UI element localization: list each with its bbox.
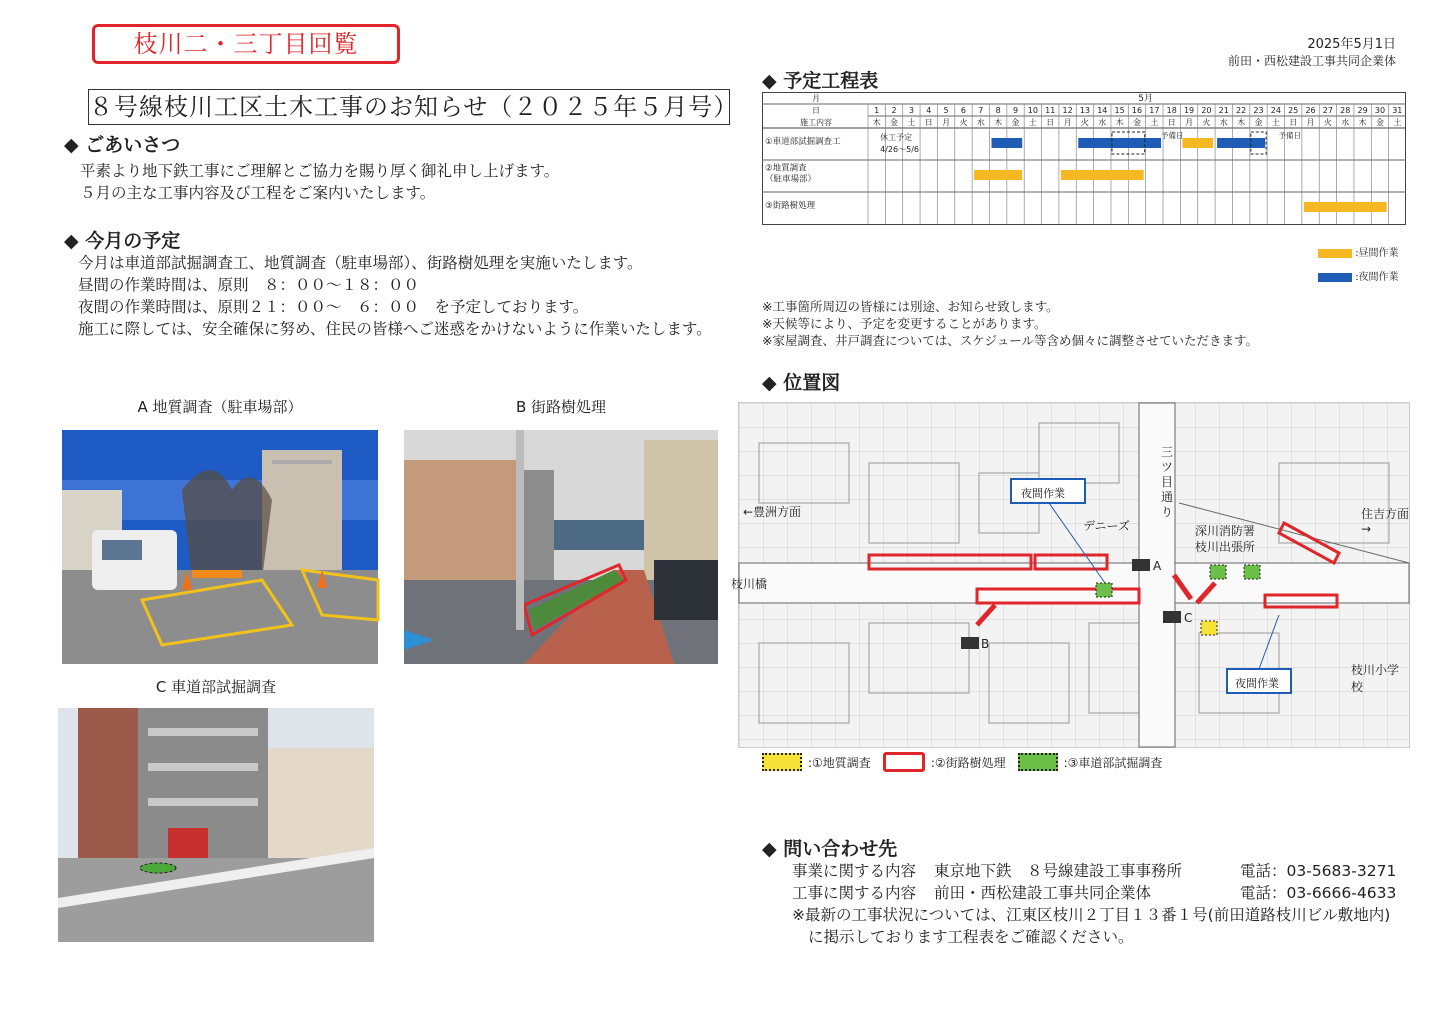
photo-b [404, 430, 718, 664]
legend-day-label: :昼間作業 [1355, 248, 1399, 259]
legend-day [1318, 244, 1399, 259]
schedule-weekday: 土 [907, 118, 916, 127]
map-label-school: 枝川小学校 [1351, 663, 1400, 694]
schedule-task: ②地質調査 [765, 163, 807, 174]
schedule-table [762, 92, 1406, 236]
issuer: 前田・西松建設工事共同企業体 [1227, 54, 1396, 68]
schedule-bar [974, 170, 1022, 180]
schedule-holiday-note: 4/26～5/6 [880, 145, 919, 154]
legend-geo-label: :①地質調査 [808, 755, 871, 770]
legend-tree-label: :②街路樹処理 [930, 755, 1006, 770]
schedule-reserve-label: 予備日 [1161, 131, 1184, 140]
schedule-day: 16 [1131, 106, 1143, 115]
contact-about: 事業に関する内容 [792, 862, 917, 880]
schedule-weekday: 水 [1098, 118, 1107, 127]
greeting-text [80, 160, 559, 204]
schedule-day: 7 [978, 106, 984, 115]
schedule-weekday: 火 [1202, 118, 1211, 127]
greeting-heading: ◆ ごあいさつ [64, 134, 181, 156]
legend-dig-swatch [1018, 753, 1058, 771]
schedule-day: 26 [1305, 106, 1316, 115]
contact-org: 前田・西松建設工事共同企業体 [934, 884, 1152, 902]
map-label-mitsume-char: り [1161, 505, 1174, 519]
map-label-fire [1195, 523, 1255, 555]
schedule-day: 31 [1392, 106, 1403, 115]
schedule-weekday: 土 [1271, 118, 1280, 127]
map-label-bridge: 枝川橋 [731, 577, 768, 591]
map-point-a: A [1153, 559, 1162, 573]
contact-note: に掲示しております工程表をご確認ください。 [808, 928, 1134, 946]
schedule-weekday: 月 [942, 118, 951, 127]
schedule-day: 28 [1340, 106, 1351, 115]
schedule-content-label: 施工内容 [800, 118, 832, 127]
circulation-label: 枝川二・三丁目回覧 [92, 24, 400, 64]
schedule-day: 5 [943, 106, 949, 115]
map-label-mitsume [1161, 445, 1175, 520]
schedule-day: 3 [908, 106, 914, 115]
page-title: ８号線枝川工区土木工事のお知らせ（２０２５年５月号） [88, 89, 730, 125]
schedule-day: 15 [1114, 106, 1125, 115]
schedule-day: 1 [874, 106, 880, 115]
issue-date: 2025年5月1日 [1307, 37, 1396, 52]
greeting-line: 平素より地下鉄工事にご理解とご協力を賜り厚く御礼申し上げます。 [80, 162, 560, 180]
schedule-day: 2 [891, 106, 897, 115]
map-label-mitsume-char: 目 [1161, 475, 1174, 489]
map-label-toyosu: ←豊洲方面 [743, 505, 802, 519]
schedule-day: 4 [926, 106, 932, 115]
schedule-day: 12 [1062, 106, 1073, 115]
night-work-label-2: 夜間作業 [1235, 677, 1279, 690]
schedule-bar [1304, 202, 1387, 212]
schedule-day: 21 [1218, 106, 1229, 115]
legend-night-swatch [1318, 273, 1352, 282]
schedule-day: 11 [1045, 106, 1056, 115]
schedule-day: 8 [995, 106, 1001, 115]
map-label-fire-1: 深川消防署 [1195, 524, 1256, 538]
note-line: ※天候等により、予定を変更することがあります。 [762, 316, 1047, 331]
schedule-day: 10 [1027, 106, 1038, 115]
contact-org: 東京地下鉄 ８号線建設工事事務所 [934, 862, 1183, 880]
schedule-day: 14 [1097, 106, 1108, 115]
photo-a [62, 430, 378, 664]
schedule-weekday: 火 [1323, 118, 1332, 127]
issue-info [1228, 36, 1396, 70]
map-point-b: B [981, 637, 990, 651]
photo-a-label: A 地質調査（駐車場部） [137, 398, 303, 416]
contact-tel: 電話：03-5683-3271 [1240, 862, 1397, 880]
schedule-day: 6 [960, 106, 966, 115]
schedule-weekday: 金 [1011, 118, 1020, 127]
schedule-holiday-note: 休工予定 [880, 133, 913, 142]
photo-b-label: B 街路樹処理 [515, 398, 607, 416]
schedule-day: 9 [1012, 106, 1019, 115]
schedule-day: 13 [1079, 106, 1091, 115]
legend-geo-swatch [762, 753, 802, 771]
schedule-weekday: 木 [994, 118, 1003, 127]
schedule-day: 27 [1322, 106, 1333, 115]
schedule-weekday: 木 [1358, 118, 1367, 127]
schedule-day: 25 [1288, 106, 1299, 115]
location-map [731, 402, 1410, 748]
legend-dig-label: :③車道部試掘調査 [1063, 755, 1163, 770]
contact-about: 工事に関する内容 [792, 884, 917, 902]
schedule-day: 30 [1374, 106, 1386, 115]
legend-night-label: :夜間作業 [1355, 272, 1399, 283]
schedule-day: 23 [1253, 106, 1264, 115]
schedule-weekday: 日 [1289, 118, 1298, 127]
contact-note: ※最新の工事状況については、江東区枝川２丁目１３番１号(前田道路枝川ビル敷地内) [792, 906, 1391, 924]
map-point-c: C [1184, 611, 1193, 625]
schedule-weekday: 火 [1080, 118, 1089, 127]
schedule-month: 5月 [1138, 94, 1154, 104]
schedule-weekday: 日 [1167, 118, 1176, 127]
schedule-month-label: 月 [812, 94, 820, 103]
contact-row [792, 860, 1402, 882]
schedule-day: 17 [1149, 106, 1160, 115]
schedule-bar [1182, 138, 1213, 148]
plan-text [78, 252, 712, 340]
schedule-weekday: 水 [976, 118, 985, 127]
schedule-weekday: 火 [959, 118, 968, 127]
schedule-reserve-label: 予備日 [1278, 131, 1302, 140]
schedule-weekday: 月 [1063, 118, 1072, 127]
plan-line: 昼間の作業時間は、原則 ８：００～１８：００ [78, 276, 420, 294]
map-label-mitsume-char: ツ [1161, 460, 1174, 474]
photo-c [58, 708, 374, 942]
plan-heading: ◆ 今月の予定 [64, 230, 181, 252]
legend-night [1318, 268, 1399, 283]
map-label-mitsume-char: 三 [1161, 445, 1174, 459]
map-label-dennys: デニーズ [1083, 519, 1130, 533]
schedule-day: 24 [1270, 106, 1281, 115]
schedule-weekday: 土 [1150, 118, 1159, 127]
schedule-weekday: 金 [1375, 118, 1384, 127]
schedule-day-label: 日 [812, 106, 820, 115]
schedule-bar [1078, 138, 1161, 148]
schedule-weekday: 木 [1115, 118, 1124, 127]
schedule-day: 29 [1357, 106, 1368, 115]
schedule-bar [991, 138, 1022, 148]
schedule-day: 19 [1183, 106, 1195, 115]
contact-tel: 電話：03-6666-4633 [1240, 884, 1397, 902]
note-line: ※家屋調査、井戸調査については、スケジュール等含め個々に調整させていただきます。 [762, 333, 1258, 348]
contact-block [792, 860, 1402, 948]
map-legend [762, 752, 1162, 772]
schedule-weekday: 木 [872, 118, 881, 127]
schedule-weekday: 水 [1219, 118, 1228, 127]
schedule-day: 22 [1236, 106, 1247, 115]
schedule-weekday: 日 [1046, 118, 1055, 127]
schedule-weekday: 月 [1306, 118, 1315, 127]
schedule-weekday: 金 [1133, 118, 1141, 127]
note-line: ※工事箇所周辺の皆様には別途、お知らせ致します。 [762, 299, 1059, 314]
schedule-bar [1061, 170, 1144, 180]
schedule-weekday: 金 [1254, 118, 1263, 127]
night-work-label-1: 夜間作業 [1021, 487, 1065, 500]
schedule-bar [1217, 138, 1265, 148]
map-heading: ◆ 位置図 [762, 372, 841, 394]
schedule-task: ①車道部試掘調査工 [765, 137, 841, 147]
schedule-weekday: 月 [1185, 118, 1194, 127]
contact-row [792, 882, 1402, 904]
schedule-grid [762, 92, 1406, 232]
schedule-weekday: 日 [924, 118, 933, 127]
schedule-weekday: 土 [1028, 118, 1037, 127]
photo-c-label: C 車道部試掘調査 [155, 678, 277, 696]
schedule-weekday: 木 [1237, 118, 1246, 127]
plan-line: 今月は車道部試掘調査工、地質調査（駐車場部）、街路樹処理を実施いたします。 [78, 254, 643, 272]
greeting-line: ５月の主な工事内容及び工程をご案内いたします。 [80, 184, 436, 202]
plan-line: 施工に際しては、安全確保に努め、住民の皆様へご迷惑をかけないように作業いたします。 [78, 320, 712, 338]
legend-tree-swatch [883, 752, 925, 772]
schedule-weekday: 土 [1393, 118, 1402, 127]
schedule-day: 20 [1201, 106, 1212, 115]
map-label-fire-2: 枝川出張所 [1195, 540, 1256, 554]
schedule-task: （駐車場部） [765, 174, 817, 185]
schedule-task: ③街路樹処理 [765, 201, 816, 211]
plan-line: 夜間の作業時間は、原則２１：００～ ６：００ を予定しております。 [78, 298, 589, 316]
schedule-day: 18 [1166, 106, 1177, 115]
schedule-heading: ◆ 予定工程表 [762, 70, 879, 92]
contact-heading: ◆ 問い合わせ先 [762, 838, 898, 860]
map-label-mitsume-char: 通 [1161, 490, 1174, 504]
legend-day-swatch [1318, 249, 1352, 258]
schedule-notes [762, 298, 1258, 349]
map-label-sumiyoshi: 住吉方面→ [1361, 507, 1410, 536]
schedule-weekday: 金 [890, 118, 899, 127]
schedule-weekday: 水 [1341, 118, 1350, 127]
